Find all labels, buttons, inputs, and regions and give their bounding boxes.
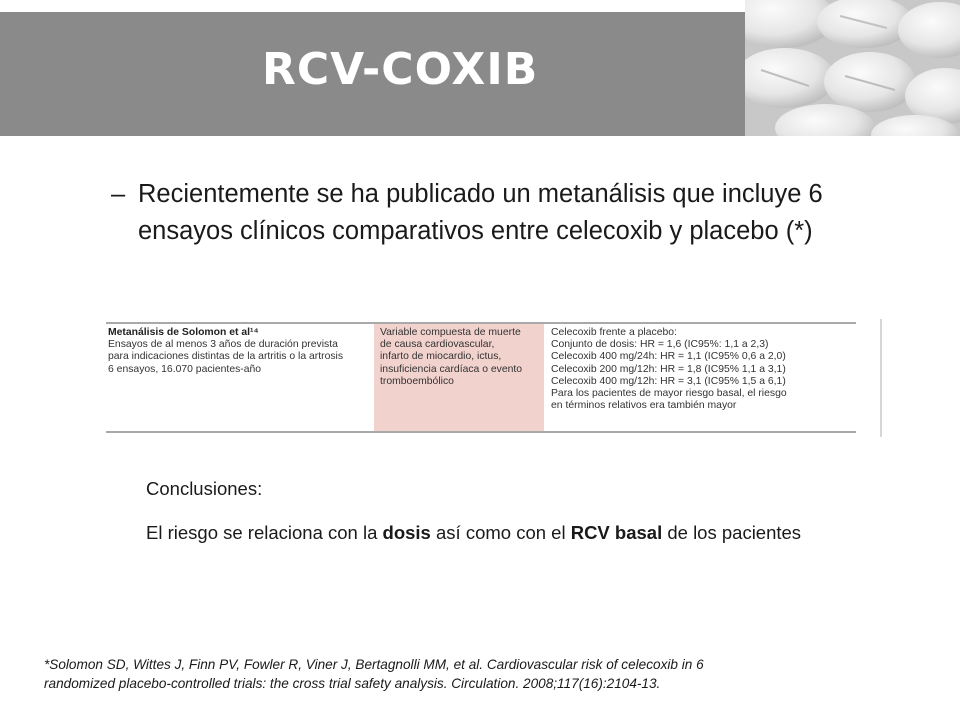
reference-line: *Solomon SD, Wittes J, Finn PV, Fowler R, Viner J, Bertagnolli MM, et al. Cardiovascular risk of celecoxib in 6 bbox=[44, 657, 704, 672]
table-variable-line: tromboembólico bbox=[380, 375, 454, 387]
conclusions-part: El riesgo se relaciona con la bbox=[146, 522, 383, 543]
reference-line: randomized placebo-controlled trials: the cross trial safety analysis. Circulation. 2008;117(16):2104-13. bbox=[44, 676, 661, 691]
table-study-line: 6 ensayos, 16.070 pacientes-año bbox=[108, 363, 262, 375]
meta-analysis-table bbox=[106, 319, 884, 437]
bullet-point bbox=[111, 176, 871, 250]
conclusions-part: de los pacientes bbox=[662, 522, 802, 543]
table-variable-line: infarto de miocardio, ictus, bbox=[380, 351, 502, 363]
table-result-line: en términos relativos era también mayor bbox=[551, 400, 737, 412]
conclusions-bold-rcv: RCV basal bbox=[570, 522, 663, 543]
table-study-line: Ensayos de al menos 3 años de duración prevista bbox=[108, 339, 338, 351]
table-result-line: Conjunto de dosis: HR = 1,6 (IC95%: 1,1 a 2,3) bbox=[551, 339, 769, 351]
conclusions-heading: Conclusiones: bbox=[146, 478, 263, 499]
table-variable-line: de causa cardiovascular, bbox=[380, 339, 495, 351]
table-study-heading: Metanálisis de Solomon et al¹⁴ bbox=[108, 327, 259, 338]
table-result-line: Celecoxib 200 mg/12h: HR = 1,8 (IC95% 1,1 a 3,1) bbox=[551, 363, 786, 375]
table-variable-line: insuficiencia cardíaca o evento bbox=[380, 363, 523, 375]
conclusions-part: así como con el bbox=[430, 522, 571, 543]
table-col-results bbox=[551, 327, 851, 412]
reference-citation bbox=[44, 655, 924, 693]
bullet-marker: – bbox=[111, 180, 126, 208]
table-result-line: Celecoxib 400 mg/12h: HR = 3,1 (IC95% 1,5 a 6,1) bbox=[551, 375, 786, 387]
table-result-line: Celecoxib 400 mg/24h: HR = 1,1 (IC95% 0,6 a 2,0) bbox=[551, 351, 786, 363]
bullet-text: Recientemente se ha publicado un metanálisis que incluye 6 ensayos clínicos comparativos entre celecoxib y placebo (*) bbox=[138, 180, 823, 245]
conclusions-bold-dosis: dosis bbox=[382, 522, 431, 543]
table-result-line: Celecoxib frente a placebo: bbox=[551, 327, 677, 338]
table-variable-line: Variable compuesta de muerte bbox=[380, 327, 521, 338]
conclusions-text bbox=[146, 520, 846, 546]
table-image-edge bbox=[880, 319, 882, 437]
slide-title: RCV-COXIB bbox=[262, 44, 539, 95]
table-col-study bbox=[108, 327, 373, 376]
table-col-variable bbox=[374, 324, 544, 431]
table-study-line: para indicaciones distintas de la artritis o la artrosis bbox=[108, 351, 344, 363]
table-bottom-rule bbox=[106, 431, 856, 433]
table-result-line: Para los pacientes de mayor riesgo basal, el riesgo bbox=[551, 388, 787, 400]
pills-image bbox=[745, 0, 960, 136]
